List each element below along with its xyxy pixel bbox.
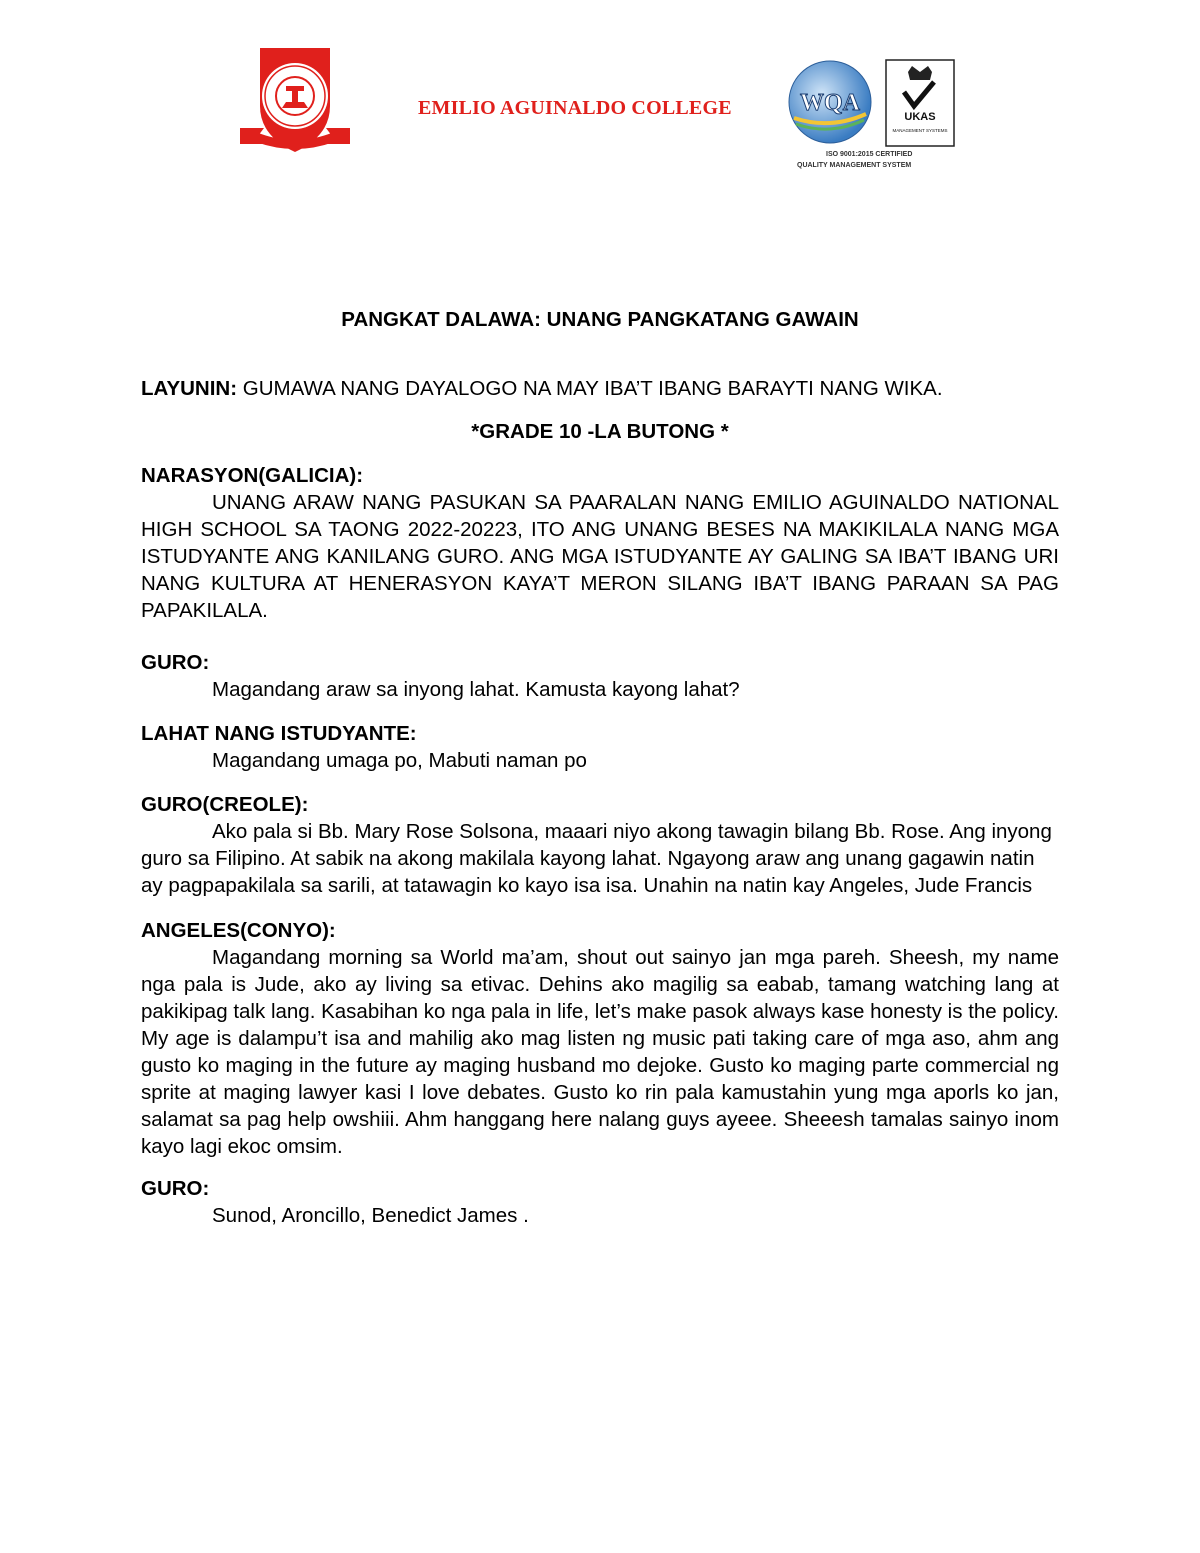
document-title: PANGKAT DALAWA: UNANG PANGKATANG GAWAIN bbox=[341, 308, 859, 331]
iso-cert-line-2: QUALITY MANAGEMENT SYSTEM bbox=[797, 162, 912, 169]
speaker-label: LAHAT NANG ISTUDYANTE: bbox=[141, 722, 417, 745]
svg-text:WQA: WQA bbox=[800, 90, 860, 116]
dialogue-line: Sunod, Aroncillo, Benedict James . bbox=[212, 1204, 529, 1227]
dialogue-line: Magandang umaga po, Mabuti naman po bbox=[212, 749, 587, 772]
objective-text: GUMAWA NANG DAYALOGO NA MAY IBA’T IBANG BARAYTI NANG WIKA. bbox=[237, 377, 943, 400]
objective bbox=[141, 375, 1059, 402]
college-seal-logo bbox=[238, 44, 352, 160]
page-header bbox=[0, 0, 1200, 200]
dialogue-line: Magandang araw sa inyong lahat. Kamusta kayong lahat? bbox=[212, 678, 740, 701]
college-name: EMILIO AGUINALDO COLLEGE bbox=[418, 97, 732, 119]
objective-label: LAYUNIN: bbox=[141, 377, 238, 400]
speaker-label: GURO: bbox=[141, 651, 210, 674]
svg-text:MANAGEMENT SYSTEMS: MANAGEMENT SYSTEMS bbox=[892, 128, 948, 133]
iso-cert-line-1: ISO 9001:2015 CERTIFIED bbox=[826, 151, 913, 158]
svg-text:UKAS: UKAS bbox=[904, 111, 936, 123]
speaker-label: ANGELES(CONYO): bbox=[141, 919, 336, 942]
speaker-label: GURO(CREOLE): bbox=[141, 793, 309, 816]
dialogue-line: Magandang morning sa World ma’am, shout out sainyo jan mga pareh. Sheesh, my name nga pala is Jude, ako ay living sa etivac. Dehins ako magilig sa eabab, tamang watching lang at pakikipag talk lang. Kasabihan ko nga pala in life, let’s make pasok always kase honesty is the policy. My age is dalampu’t isa and mahilig ako mag listen ng music pati taking care of mga aso, ahm ang gusto ko maging in the future ay maging husband mo dejoke. Gusto ko maging parte commercial ng sprite at maging lawyer kasi I love debates. Gusto ko rin pala kamustahin yung mga aporls ko jan, salamat sa pag help owshiii. Ahm hanggang here nalang guys ayeee. Sheeesh tamalas sainyo inom kayo lagi ekoc omsim. bbox=[141, 946, 1059, 1158]
narration-text: UNANG ARAW NANG PASUKAN SA PAARALAN NANG EMILIO AGUINALDO NATIONAL HIGH SCHOOL SA TAONG 2022-20223, ITO ANG UNANG BESES NA MAKIKILALA NANG MGA ISTUDYANTE ANG KANILANG GURO. ANG MGA ISTUDYANTE AY GALING SA IBA’T IBANG URI NANG KULTURA AT HENERASYON KAYA’T MERON SILANG IBA’T IBANG PARAAN SA PAG PAPAKILALA. bbox=[141, 491, 1059, 622]
narration-label: NARASYON(GALICIA): bbox=[141, 464, 364, 487]
document-body bbox=[141, 306, 1059, 1229]
grade-section: *GRADE 10 -LA BUTONG * bbox=[471, 420, 729, 443]
speaker-label: GURO: bbox=[141, 1177, 210, 1200]
dialogue-line: Ako pala si Bb. Mary Rose Solsona, maaari niyo akong tawagin bilang Bb. Rose. Ang inyong guro sa Filipino. At sabik na akong makilala kayong lahat. Ngayong araw ang unang gagawin natin ay pagpapakilala sa sarili, at tatawagin ko kayo isa isa. Unahin na natin kay Angeles, Jude Francis bbox=[141, 820, 1052, 897]
